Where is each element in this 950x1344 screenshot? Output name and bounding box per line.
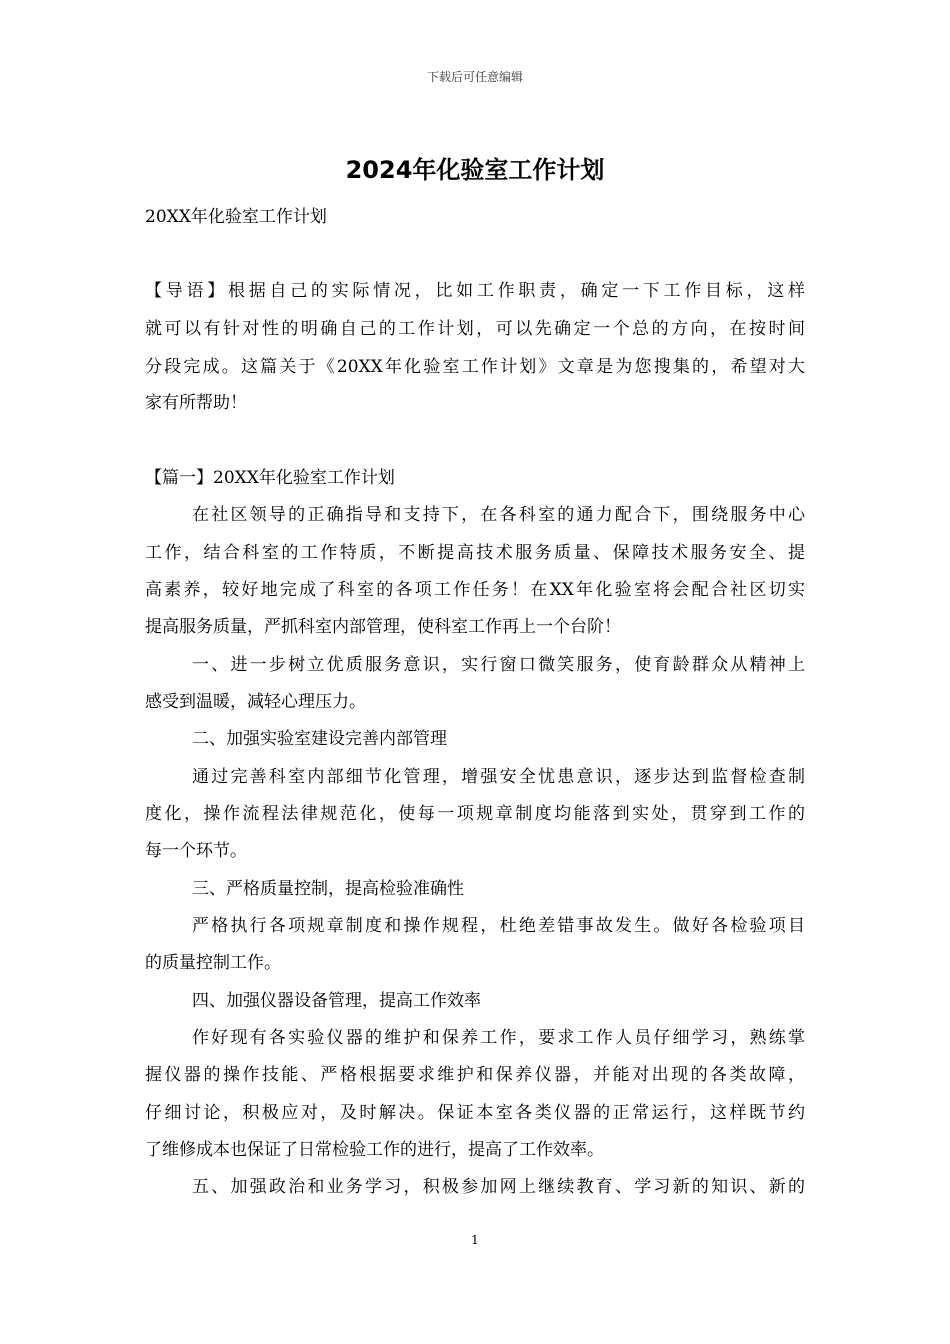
body-line: 每一个环节。 <box>145 841 247 861</box>
body-line: 作好现有各实验仪器的维护和保养工作，要求工作人员仔细学习，熟练掌 <box>192 1028 805 1048</box>
body-line: 高素养，较好地完成了科室的各项工作任务！在XX年化验室将会配合社区切实 <box>145 580 805 600</box>
body-line: 严格执行各项规章制度和操作规程，杜绝差错事故发生。做好各检验项目 <box>192 916 805 936</box>
body-line: 了维修成本也保证了日常检验工作的进行，提高了工作效率。 <box>145 1140 604 1160</box>
subheading: 二、加强实验室建设完善内部管理 <box>192 729 447 749</box>
subtitle: 20XX年化验室工作计划 <box>145 207 327 227</box>
body-line: 的质量控制工作。 <box>145 953 281 973</box>
body-line: 提高服务质量，严抓科室内部管理，使科室工作再上一个台阶！ <box>145 617 621 637</box>
body-line: 度化，操作流程法律规范化，使每一项规章制度均能落到实处，贯穿到工作的 <box>145 804 805 824</box>
page-number: 1 <box>471 1233 479 1247</box>
body-line: 感受到温暖，减轻心理压力。 <box>145 692 366 712</box>
body-line: 握仪器的操作技能、严格根据要求维护和保养仪器，并能对出现的各类故障， <box>145 1065 805 1085</box>
intro-line: 【导语】根据自己的实际情况，比如工作职责，确定一下工作目标，这样 <box>145 281 805 301</box>
subheading: 四、加强仪器设备管理，提高工作效率 <box>192 991 481 1011</box>
body-line: 工作，结合科室的工作特质，不断提高技术服务质量、保障技术服务安全、提 <box>145 543 805 563</box>
intro-line: 就可以有针对性的明确自己的工作计划，可以先确定一个总的方向，在按时间 <box>145 319 805 339</box>
section-heading: 【篇一】20XX年化验室工作计划 <box>145 468 395 488</box>
document-title: 2024年化验室工作计划 <box>345 156 605 184</box>
intro-line: 分段完成。这篇关于《20XX年化验室工作计划》文章是为您搜集的，希望对大 <box>145 357 805 377</box>
page-header: 下载后可任意编辑 <box>426 70 523 84</box>
body-line: 在社区领导的正确指导和支持下，在各科室的通力配合下，围绕服务中心 <box>192 505 805 525</box>
body-line: 五、加强政治和业务学习，积极参加网上继续教育、学习新的知识、新的 <box>192 1177 805 1197</box>
body-line: 一、进一步树立优质服务意识，实行窗口微笑服务，使育龄群众从精神上 <box>192 655 805 675</box>
body-line: 仔细讨论，积极应对，及时解决。保证本室各类仪器的正常运行，这样既节约 <box>145 1103 805 1123</box>
subheading: 三、严格质量控制，提高检验准确性 <box>192 879 464 899</box>
intro-line: 家有所帮助！ <box>145 393 247 413</box>
body-line: 通过完善科室内部细节化管理，增强安全忧患意识，逐步达到监督检查制 <box>192 767 805 787</box>
